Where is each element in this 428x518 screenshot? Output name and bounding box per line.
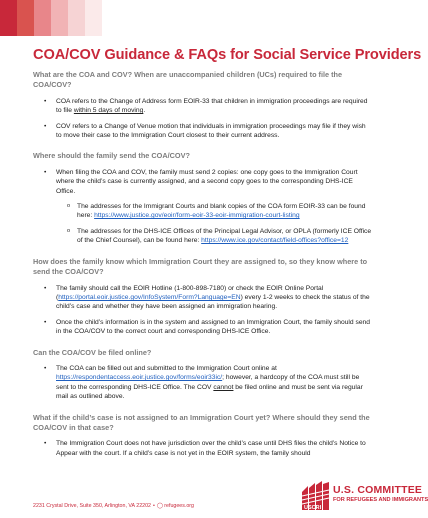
bullet-text: COA refers to the Change of Address form EOIR-33 that children in immigration proceedings are required to file [56, 97, 368, 115]
logo-mark-icon [300, 480, 334, 512]
court-listing-link[interactable]: https://www.justice.gov/eoir/form-eoir-33-eoir-immigration-court-listing [94, 212, 300, 220]
sub-bullet-item [33, 227, 373, 246]
question-heading: What if the child’s case is not assigned to an Immigration Court yet? Where should they send the COA/COV in that case? [33, 412, 370, 432]
bullet-item [33, 284, 373, 312]
bullet-text: The addresses for the DHS-ICE Offices of the Principal Legal Advisor, or OPLA (formerly ICE Office of the Chief Counsel), can be found here: [77, 227, 372, 245]
color-square [51, 0, 68, 36]
underlined-text: cannot [213, 383, 234, 391]
color-square [34, 0, 51, 36]
bullet-item [33, 122, 373, 141]
eoir-portal-link[interactable]: https://portal.eoir.justice.gov/InfoSystem/Form?Language=EN [58, 293, 241, 301]
bullet-text: The COA can be filled out and submitted to the Immigration Court online at [56, 364, 277, 372]
bullet-item [33, 439, 373, 458]
logo-mark-text: USCRI [304, 505, 322, 511]
footer-website-link[interactable]: refugees.org [164, 503, 195, 509]
document-body [33, 70, 373, 464]
bullet-text: Once the child’s information is in the system and assigned to an Immigration Court, the family should send in the COA/COV to the correct court and corresponding DHS-ICE Office. [56, 318, 370, 336]
separator-dot: • [152, 503, 155, 509]
header-color-squares [0, 0, 102, 36]
underlined-text: within 5 days of moving [73, 107, 144, 115]
uscri-logo [300, 478, 428, 512]
color-square [85, 0, 102, 36]
bullet-text: . [143, 107, 146, 115]
bullet-text: When filing the COA and COV, the family must send 2 copies: one copy goes to the Immigration Court where the child’s case is currently assigned, and a second copy goes to the corresponding DHS-ICE Office. [56, 168, 358, 195]
question-heading: What are the COA and COV? When are unaccompanied children (UCs) required to file the COA/COV? [33, 70, 343, 90]
page-footer [0, 478, 428, 518]
logo-line-2: FOR REFUGEES AND IMMIGRANTS [333, 497, 428, 503]
bullet-item [33, 97, 373, 116]
globe-icon: ◯ [156, 503, 163, 509]
bullet-text: The family should call the EOIR Hotline (1-800-898-7180) or check the EOIR Online Portal ( [56, 284, 324, 301]
page-title: COA/COV Guidance & FAQs for Social Service Providers [33, 47, 422, 63]
bullet-item [33, 318, 373, 337]
bullet-text: The Immigration Court does not have jurisdiction over the child’s case until DHS files the child’s Notice to Appear with the court. If a child’s case is not yet in the EOIR system, the family should [56, 440, 366, 457]
bullet-text: The addresses for the Immigrant Courts and blank copies of the COA form EOIR-33 can be found here: [77, 203, 366, 220]
ice-field-offices-link[interactable]: https://www.ice.gov/contact/field-offices?office=12 [201, 237, 349, 245]
bullet-text: be filed online and must be sent via regular mail as outlined above. [56, 383, 363, 401]
footer-address: 2231 Crystal Drive, Suite 350, Arlington, VA 22202 [33, 503, 151, 509]
bullet-text: ) every 1-2 weeks to check the status of the child’s case and whether they have been assigned an immigration hearing. [56, 293, 370, 311]
footer-contact [33, 503, 194, 509]
question-heading: How does the family know which Immigration Court they are assigned to, so they know where to send the COA/COV? [33, 256, 368, 277]
bullet-text: COV refers to a Change of Venue motion that individuals in immigration proceedings may file if they wish to move their case to the Immigration Court closest to their current address. [56, 122, 366, 140]
bullet-text: ; however, a hardcopy of the COA must still be sent to the corresponding DHS-ICE Office. The COV [56, 374, 360, 391]
color-square [68, 0, 85, 36]
color-square [0, 0, 17, 36]
bullet-item [33, 168, 373, 196]
question-heading: Where should the family send the COA/COV? [33, 151, 190, 161]
sub-bullet-item [33, 202, 373, 221]
eoir33-online-link[interactable]: https://respondentaccess.eoir.justice.gov/forms/eoir33ic/ [56, 374, 223, 382]
bullet-item [33, 364, 373, 402]
color-square [17, 0, 34, 36]
question-heading: Can the COA/COV be filed online? [33, 347, 152, 357]
logo-line-1: U.S. COMMITTEE [333, 484, 423, 496]
